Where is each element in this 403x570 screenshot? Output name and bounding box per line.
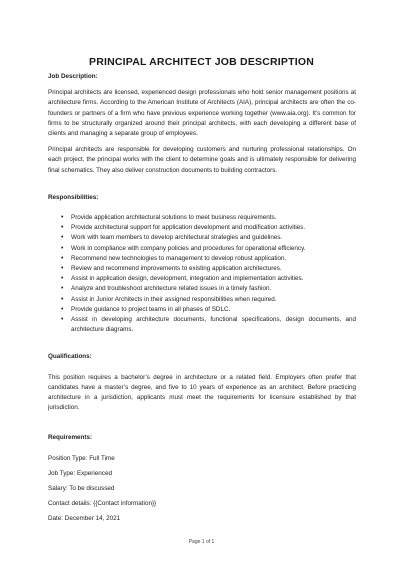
list-item: • Assist in Junior Architects in their assigned responsibilities when required.: [48, 295, 356, 305]
bullet-icon: •: [61, 224, 64, 232]
list-item: • Review and recommend improvements to existing application architectures.: [48, 264, 356, 274]
list-item: • Work with team members to develop architectural strategies and guidelines.: [48, 233, 356, 243]
list-item: • Provide application architectural solutions to meet business requirements.: [48, 213, 356, 223]
list-item: • Analyze and troubleshoot architecture related issues in a timely fashion.: [48, 284, 356, 294]
salary: Salary: To be discussed: [48, 485, 115, 493]
document-title: PRINCIPAL ARCHITECT JOB DESCRIPTION: [89, 56, 314, 68]
responsibilities-heading: Responsibilities:: [48, 193, 99, 201]
job-description-paragraph-1: Principal architects are licensed, experienced design professionals who hold senior management positions at architecture firms. According to the American Institute of Architects (AIA), principal architects are often the co-founders or partners of a firm who have previous experience working together (www.aia.org). It’s common for firms to be structurally organized around their principal architects, with each developing a different base of clients and managing a separate group of employees.: [48, 89, 356, 138]
list-item: • Recommend new technologies to management to develop robust application.: [48, 254, 356, 264]
list-item: • Work in compliance with company policies and procedures for operational efficiency.: [48, 244, 356, 254]
bullet-icon: •: [61, 265, 64, 273]
list-item: • Provide architectural support for application development and modification activities.: [48, 223, 356, 233]
job-type: Job Type: Experienced: [48, 470, 112, 478]
list-item: • Provide guidance to project teams in all phases of SDLC.: [48, 305, 356, 315]
job-description-paragraph-2: Principal architects are responsible for developing customers and nurturing professional relationships. On each project, the principal works with the client to determine goals and is ultimately responsible for delivering final schematics. They also deliver construction documents to building contractors.: [48, 146, 356, 174]
position-type: Position Type: Full Time: [48, 455, 115, 463]
responsibilities-list: [48, 213, 356, 335]
date: Date: December 14, 2021: [48, 515, 121, 523]
page-number-footer: Page 1 of 1: [188, 539, 215, 545]
requirements-heading: Requirements:: [48, 434, 93, 442]
bullet-icon: •: [61, 285, 64, 293]
bullet-icon: •: [61, 234, 64, 242]
bullet-icon: •: [61, 275, 64, 283]
list-item: • Assist in application design, development, integration and implementation activities.: [48, 274, 356, 284]
qualifications-paragraph: This position requires a bachelor’s degree in architecture or a related field. Employers often prefer that candidates have a master’s degree, and five to 10 years of experience as an architect. Before practicing architecture in a jurisdiction, applicants must meet the requirements for licensure established by that jurisdiction.: [48, 373, 356, 412]
bullet-icon: •: [61, 305, 64, 313]
bullet-icon: •: [61, 214, 64, 222]
bullet-icon: •: [61, 295, 64, 303]
list-item: • Assist in developing architecture documents, functional specifications, design documents, and architecture diagrams.: [61, 316, 356, 334]
bullet-icon: •: [61, 254, 64, 262]
contact-details: Contact details: {{Contact information}}: [48, 500, 157, 508]
job-description-heading: Job Description:: [48, 73, 98, 80]
bullet-icon: •: [61, 316, 64, 324]
qualifications-heading: Qualifications:: [48, 353, 92, 361]
bullet-icon: •: [61, 244, 64, 252]
document-body: [48, 72, 356, 526]
